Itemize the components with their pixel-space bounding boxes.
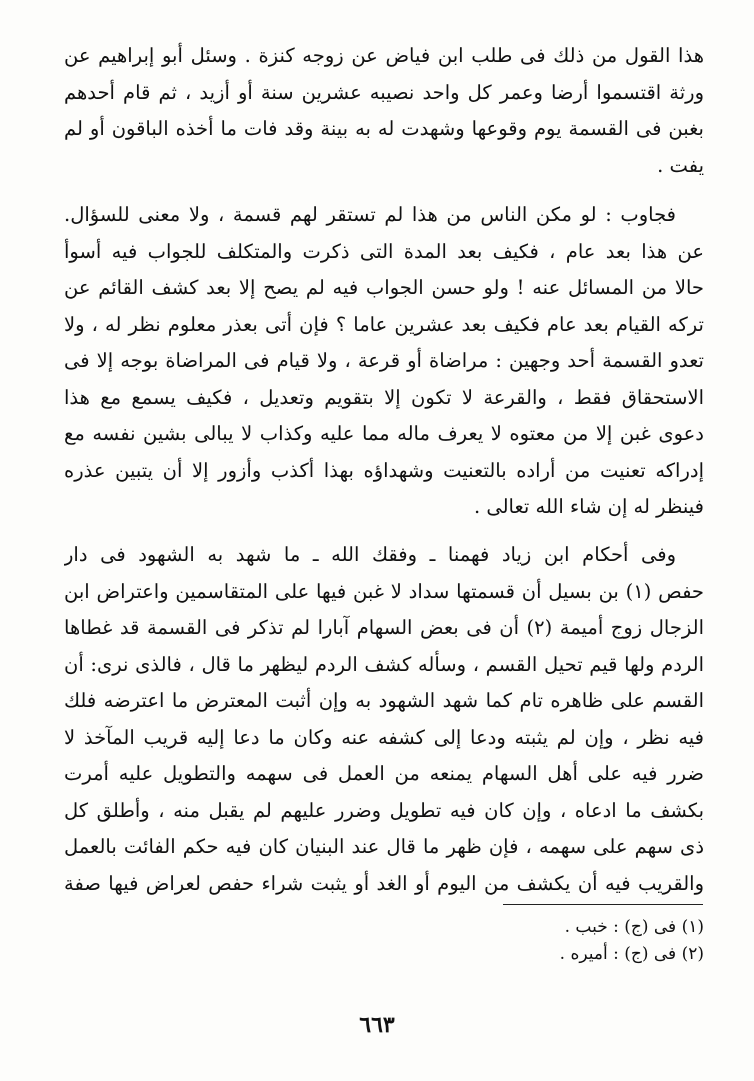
footnotes bbox=[64, 914, 704, 968]
text-line: الردم ولها قيم تحيل القسم ، وسأله كشف الردم ليظهر ما قال ، فالذى نرى: أن bbox=[64, 652, 704, 676]
paragraph-1 bbox=[64, 38, 704, 184]
text-line: عن هذا بعد عام ، فكيف بعد المدة التى ذكرت والمتكلف للجواب فيه أسوأ bbox=[64, 239, 704, 263]
text-line: فيه نظر ، وإن لم يثبته ودعا إلى كشفه عنه وكان ما دعا إليه قريب المآخذ لا bbox=[64, 725, 704, 749]
text-line: والقريب فيه أن يكشف من اليوم أو الغد أو يثبت شراء حفص لعراض فيها صفة bbox=[64, 871, 704, 895]
text-line: ذى سهم على سهمه ، فإن ظهر ما قال عند البنيان كان فيه حكم الفائت بالعمل bbox=[64, 835, 704, 858]
text-line: بكشف ما ادعاه ، وإن كان فيه تطويل وضرر عليهم لم يقبل منه ، وأطلق كل bbox=[64, 798, 704, 822]
text-line: تركه القيام بعد عام فكيف بعد عشرين عاما ؟ فإن أتى بعذر معلوم نظر له ، ولا bbox=[64, 312, 704, 336]
text-line: حالا من المسائل عنه ! ولو حسن الجواب فيه لم يصح إلا بعد كشف القائم عن bbox=[64, 276, 704, 299]
text-line: تعدو القسمة أحد وجهين : مراضاة أو قرعة ، ولا قيام فى المراضاة بوجه إلا فى bbox=[64, 349, 704, 372]
paragraph-3 bbox=[64, 537, 704, 902]
paragraph-2 bbox=[64, 197, 704, 526]
text-line: بغبن فى القسمة يوم وقوعها وشهدت له به بينة وقد فات ما أخذه الباقون أو لم bbox=[64, 117, 704, 140]
text-line: القسم على ظاهره تام كما شهد الشهود به وإن أثبت المعترض ما اعترضه فلك bbox=[64, 689, 704, 712]
page-number: ٦٦٣ bbox=[359, 1012, 395, 1038]
text-line: الاستحقاق فقط ، والقرعة لا تكون إلا بتقويم وتعديل ، فكيف يسمع مع هذا bbox=[64, 385, 704, 409]
text-line: فينظر له إن شاء الله تعالى . bbox=[473, 495, 704, 518]
text-line: وفى أحكام ابن زياد فهمنا ـ وفقك الله ـ ما شهد به الشهود فى دار bbox=[64, 543, 676, 566]
text-line: هذا القول من ذلك فى طلب ابن فياض عن زوجه كنزة . وسئل أبو إبراهيم عن bbox=[64, 44, 704, 67]
footnote-2: (٢) فى (ج) : أميره . bbox=[559, 944, 704, 964]
footnote-divider bbox=[503, 904, 703, 905]
text-line: الزجال زوج أميمة (٢) أن فى بعض السهام آبارا لم تذكر فى القسمة قد غطاها bbox=[64, 616, 704, 639]
footnote-1: (١) فى (ج) : خبب . bbox=[564, 917, 704, 937]
text-line: يفت . bbox=[657, 153, 704, 177]
text-line: ضرر فيه على أهل السهام يمنعه من العمل فى سهمه والتطويل عليه أمرت bbox=[64, 762, 704, 785]
text-line: فجاوب : لو مكن الناس من هذا لم تستقر لهم قسمة ، ولا معنى للسؤال. bbox=[64, 203, 676, 226]
text-line: دعوى غبن إلا من معتوه لا يعرف ماله مما عليه وكذاب لا يبالى بشين نفسه مع bbox=[64, 422, 704, 445]
text-line: حفص (١) بن بسيل أن قسمتها سداد لا غبن فيها على المتقاسمين واعتراض ابن bbox=[64, 579, 704, 603]
text-line: إدراكه تعنيت من أراده بالتعنيت وشهداؤه بهذا أكذب وأزور إلا أن يتبين عذره bbox=[64, 458, 704, 482]
text-line: ورثة اقتسموا أرضا وعمر كل واحد نصيبه عشرين سنة أو أزيد ، ثم قام أحدهم bbox=[64, 80, 704, 104]
